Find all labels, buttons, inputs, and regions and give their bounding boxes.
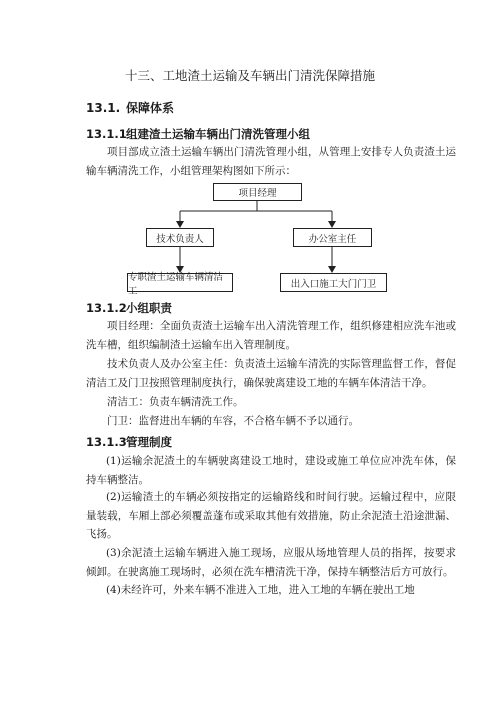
paragraph-project-manager: 项目经理：全面负责渣土运输车出入清洗管理工作，组织修建相应洗车池或洗车槽，组织编制渣土运输车出入管理制度。 <box>86 320 456 351</box>
org-box-project-manager: 项目经理 <box>213 183 302 201</box>
paragraph-technical-office: 技术负责人及办公室主任：负责渣土运输车清洗的实际管理监督工作，督促清洁工及门卫按照管理制度执行，确保驶离建设工地的车辆车体清洁干净。 <box>86 358 456 389</box>
rule-item-4: (4)未经许可，外来车辆不准进入工地，进入工地的车辆在驶出工地 <box>105 584 415 596</box>
paragraph-gate-guard: 门卫：监督进出车辆的车容，不合格车辆不予以通行。 <box>107 415 359 427</box>
paragraph-cleaner: 清洁工：负责车辆清洗工作。 <box>107 396 244 408</box>
document-title: 十三、工地渣土运输及车辆出门清洗保障措施 <box>124 68 375 83</box>
section-heading-13-1-3 <box>86 434 172 450</box>
paragraph-intro: 项目部成立渣土运输车辆出门清洗管理小组，从管理上安排专人负责渣土运输车辆清洗工作，小组管理架构图如下所示： <box>86 146 456 177</box>
section-number: 13.1. <box>86 101 121 115</box>
section-label: 组建渣土运输车辆出门清洗管理小组 <box>126 127 310 141</box>
section-number: 13.1.1 <box>86 127 127 141</box>
section-label: 管理制度 <box>126 435 172 449</box>
org-box-technical-lead: 技术负责人 <box>146 228 214 247</box>
arrow-head <box>176 221 184 228</box>
section-number: 13.1.2 <box>86 301 127 315</box>
rule-item-2: (2)运输渣土的车辆必须按指定的运输路线和时间行驶。运输过程中，应限量装载，车厢上部必须覆盖蓬布或采取其他有效措施，防止余泥渣土沿途泄漏、飞扬。 <box>86 491 456 541</box>
section-heading-13-1-2 <box>86 300 172 316</box>
arrow-head <box>328 266 336 273</box>
arrow-head <box>328 221 336 228</box>
org-box-gate-guard: 出入口施工大门门卫 <box>280 273 387 292</box>
section-label: 保障体系 <box>126 101 175 115</box>
section-number: 13.1.3 <box>86 435 127 449</box>
rule-item-3: (3)余泥渣土运输车辆进入施工现场，应服从场地管理人员的指挥，按要求倾卸。在驶离施工现场时，必须在洗车槽清洗干净，保持车辆整洁后方可放行。 <box>86 547 456 578</box>
org-box-cleaner: 专职渣土运输车辆清洁工 <box>127 273 233 292</box>
rule-item-1: (1)运输余泥渣土的车辆驶离建设工地时，建设或施工单位应冲洗车体，保持车辆整洁。 <box>86 455 456 486</box>
org-box-office-director: 办公室主任 <box>293 228 372 247</box>
section-label: 小组职责 <box>126 301 172 315</box>
